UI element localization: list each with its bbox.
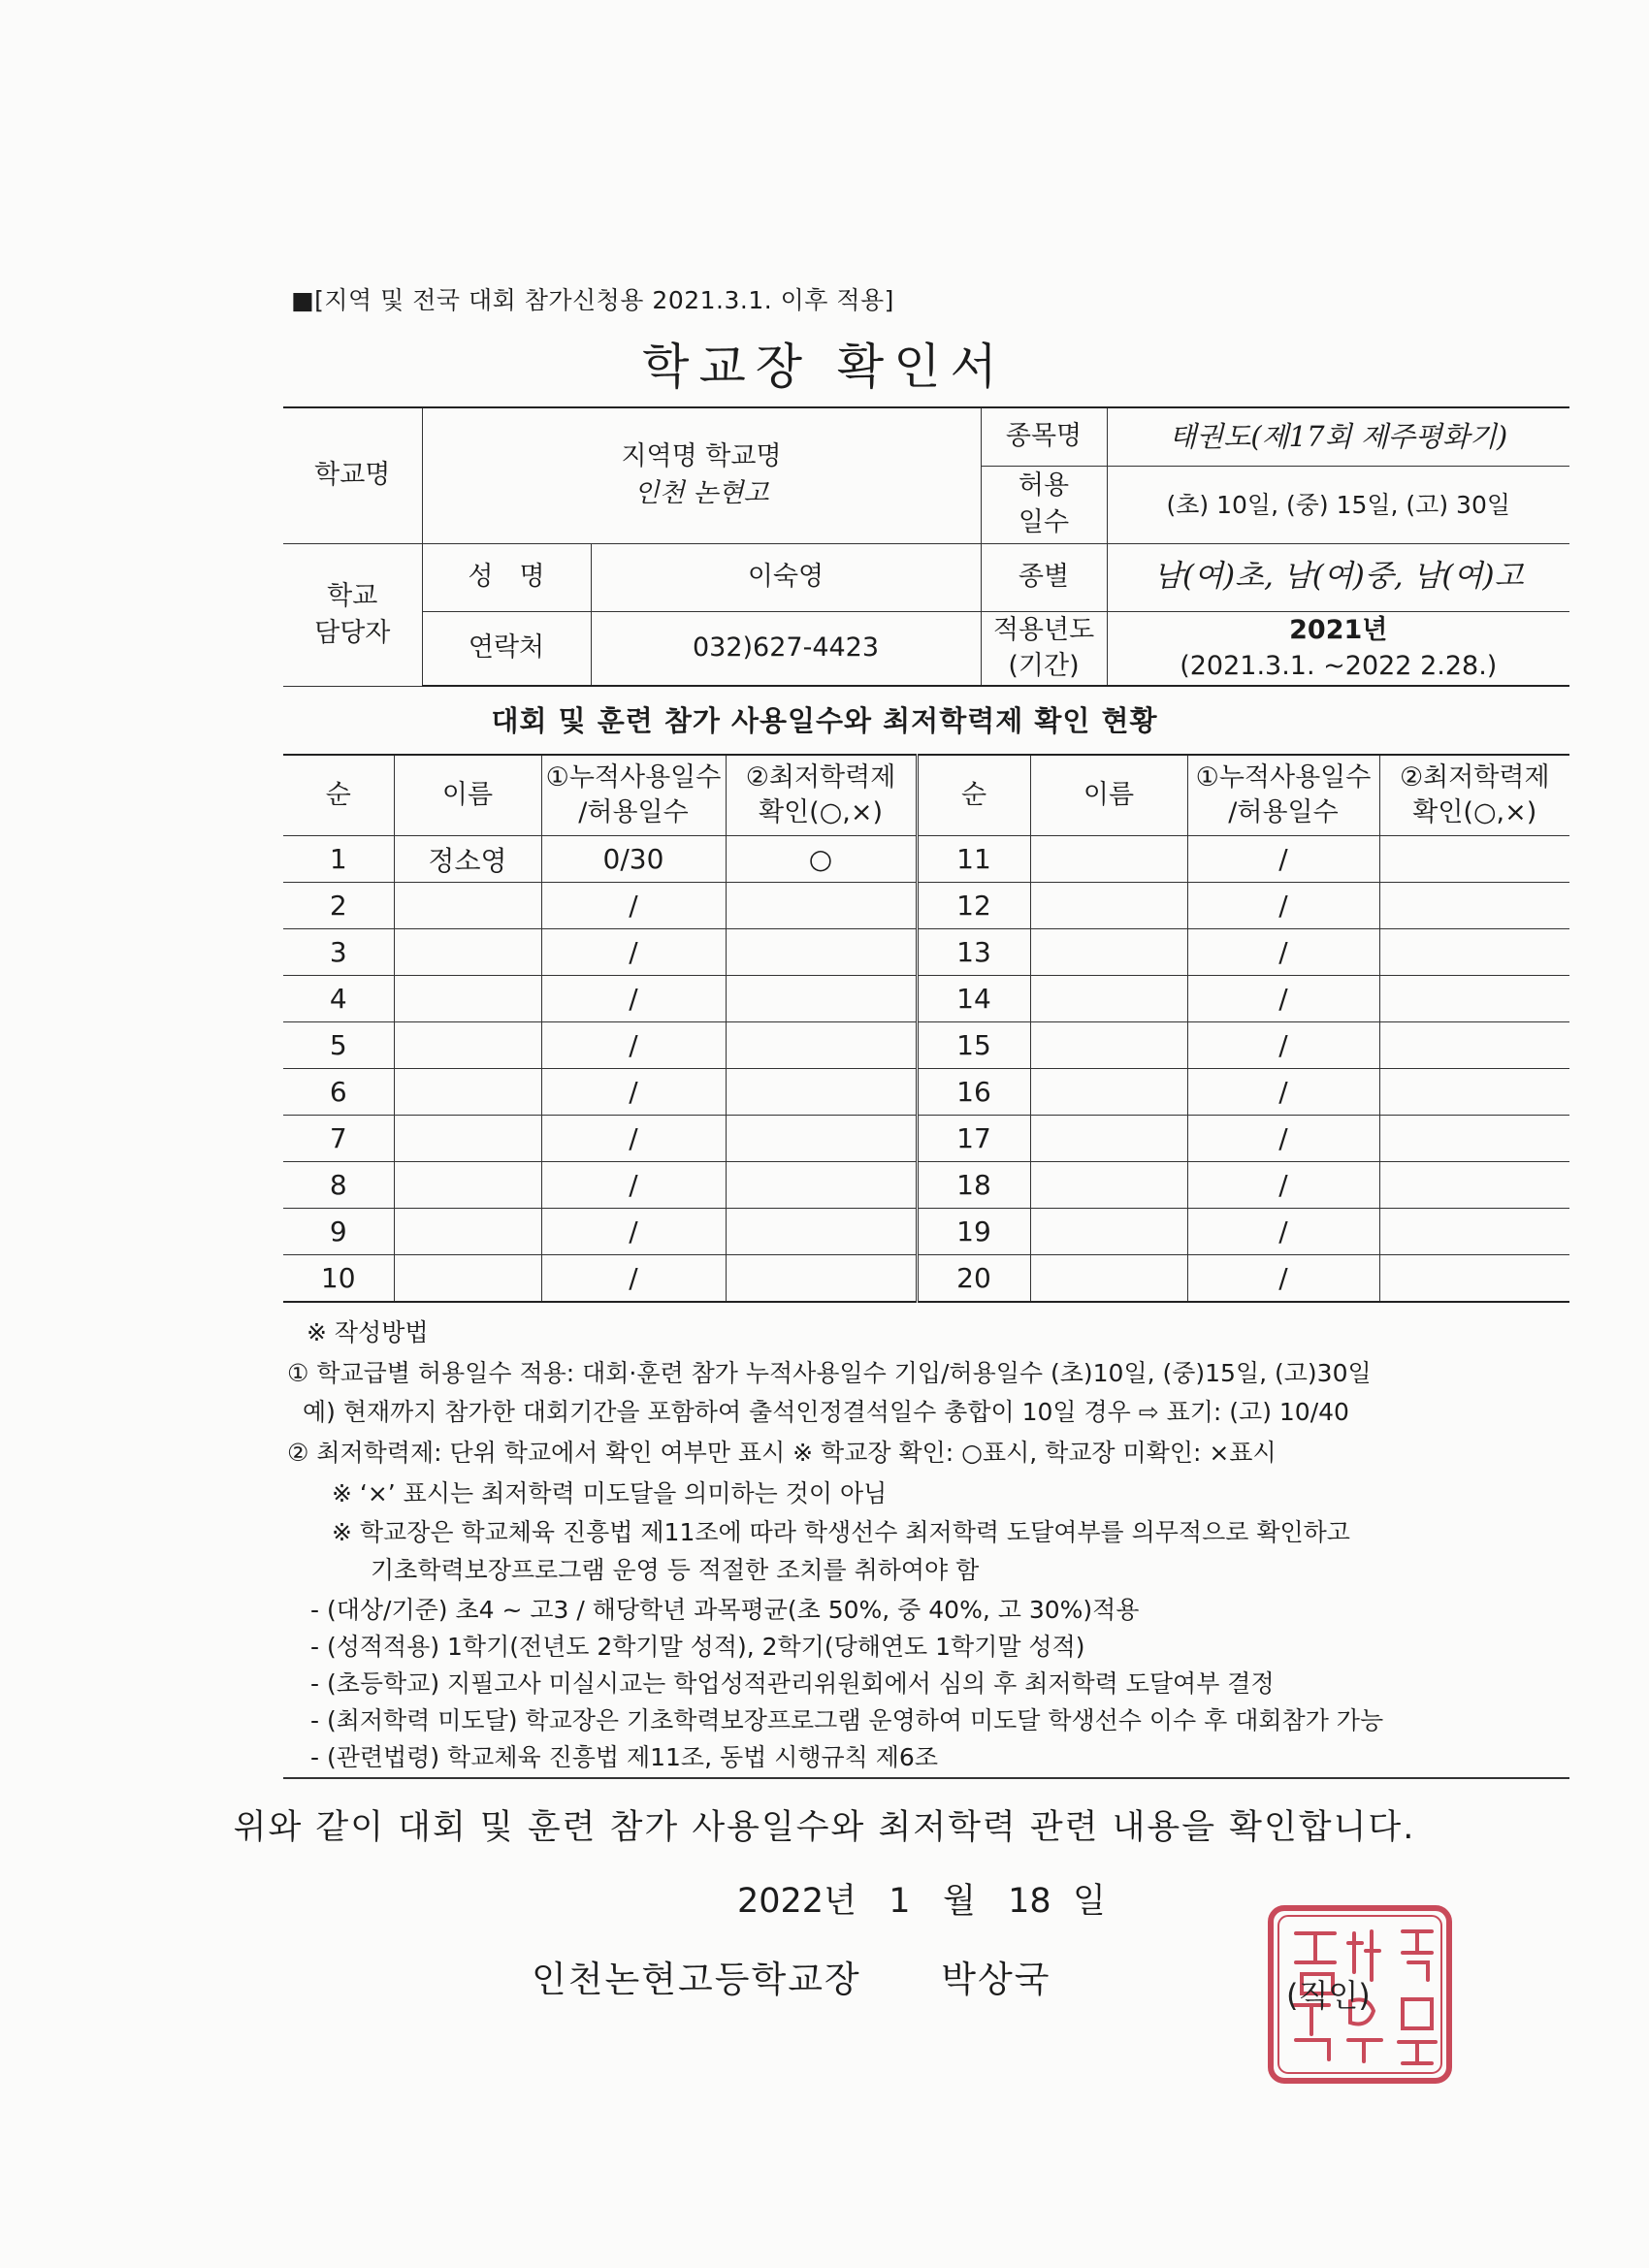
header-no-right: 순	[917, 755, 1030, 836]
row-check-right	[1379, 836, 1569, 883]
name-label: 성 명	[422, 543, 591, 611]
row-no-right: 17	[917, 1116, 1030, 1162]
allowed-days-value: (초) 10일, (중) 15일, (고) 30일	[1107, 466, 1569, 543]
school-value-cell	[422, 407, 981, 543]
school-sub-label: 지역명 학교명	[621, 441, 782, 472]
year-value-cell	[1107, 611, 1569, 686]
row-name-left	[394, 1209, 541, 1255]
row-name-right	[1030, 1255, 1187, 1303]
section-title: 대회 및 훈련 참가 사용일수와 최저학력제 확인 현황	[491, 704, 1158, 737]
method-heading: ※ 작성방법	[307, 1318, 429, 1346]
header-days-right-1: ①누적사용일수	[1195, 761, 1372, 793]
row-no-right: 11	[917, 836, 1030, 883]
divider	[283, 1777, 1569, 1779]
contact-value: 032)627-4423	[591, 611, 981, 686]
row-name-left	[394, 1162, 541, 1209]
principal-name: 박상국	[941, 1959, 1051, 2000]
confirmation-statement: 위와 같이 대회 및 훈련 참가 사용일수와 최저학력 관련 내용을 확인합니다.	[233, 1808, 1416, 1847]
row-check-right	[1379, 929, 1569, 976]
info-table	[283, 406, 1569, 687]
row-check-left	[726, 1116, 917, 1162]
row-days-right: /	[1187, 1069, 1379, 1116]
row-name-left	[394, 1069, 541, 1116]
allowed-days-label-1: 허용	[1018, 470, 1070, 502]
row-days-right: /	[1187, 1209, 1379, 1255]
row-days-left: /	[541, 1209, 726, 1255]
row-no-right: 13	[917, 929, 1030, 976]
row-name-left	[394, 1255, 541, 1303]
row-name-left	[394, 976, 541, 1022]
row-days-right: /	[1187, 976, 1379, 1022]
row-name-right	[1030, 1209, 1187, 1255]
row-days-left: /	[541, 1022, 726, 1069]
row-check-left	[726, 1255, 917, 1303]
seal-label: (직인)	[1286, 1977, 1371, 2014]
header-days-left-2: /허용일수	[578, 797, 689, 827]
row-name-right	[1030, 836, 1187, 883]
row-no-left: 6	[283, 1069, 394, 1116]
header-no-left: 순	[283, 755, 394, 836]
row-days-right: /	[1187, 929, 1379, 976]
principal-line	[532, 1950, 1051, 2002]
row-days-right: /	[1187, 836, 1379, 883]
row-days-left: 0/30	[541, 836, 726, 883]
school-label: 학교명	[314, 460, 391, 491]
date-year: 2022년	[737, 1882, 857, 1921]
date-month-unit: 월	[942, 1882, 976, 1921]
event-label: 종목명	[1005, 421, 1083, 452]
table-row	[283, 1022, 1569, 1069]
row-days-right: /	[1187, 1022, 1379, 1069]
year-label-cell	[981, 611, 1107, 686]
method-line: ② 최저학력제: 단위 학교에서 확인 여부만 표시 ※ 학교장 확인: ○표시, 학교장 미확인: ×표시	[287, 1439, 1277, 1467]
row-no-left: 8	[283, 1162, 394, 1209]
row-check-right	[1379, 1209, 1569, 1255]
row-check-left	[726, 1022, 917, 1069]
date-line	[737, 1874, 1106, 1923]
row-check-right	[1379, 883, 1569, 929]
year-label-2: (기간)	[1008, 651, 1080, 682]
method-line: ※ ‘×’ 표시는 최저학력 미도달을 의미하는 것이 아님	[332, 1479, 888, 1507]
gender-label: 종별	[981, 543, 1107, 611]
table-row	[283, 1069, 1569, 1116]
row-check-left	[726, 976, 917, 1022]
row-name-right	[1030, 976, 1187, 1022]
method-line: ※ 학교장은 학교체육 진흥법 제11조에 따라 학생선수 최저학력 도달여부를 의무적으로 확인하고	[332, 1518, 1350, 1546]
row-no-left: 10	[283, 1255, 394, 1303]
row-no-left: 7	[283, 1116, 394, 1162]
date-month: 1	[889, 1882, 911, 1921]
event-label-cell	[981, 407, 1107, 466]
row-name-right	[1030, 1116, 1187, 1162]
year-value: 2021년	[1289, 614, 1388, 645]
row-no-left: 3	[283, 929, 394, 976]
row-no-left: 5	[283, 1022, 394, 1069]
row-check-left	[726, 883, 917, 929]
header-check-right-1: ②최저학력제	[1399, 761, 1550, 793]
method-line: - (관련법령) 학교체육 진흥법 제11조, 동법 시행규칙 제6조	[310, 1743, 938, 1771]
manager-label-cell	[283, 543, 422, 686]
row-no-right: 20	[917, 1255, 1030, 1303]
header-note: ■[지역 및 전국 대회 참가신청용 2021.3.1. 이후 적용]	[291, 286, 894, 314]
header-name-right: 이름	[1030, 755, 1187, 836]
table-row	[283, 836, 1569, 883]
school-value: 인천 논현고	[633, 478, 769, 509]
row-name-left: 정소영	[394, 836, 541, 883]
method-line: - (최저학력 미도달) 학교장은 기초학력보장프로그램 운영하여 미도달 학생선수 이수 후 대회참가 가능	[310, 1706, 1384, 1734]
row-check-left	[726, 1209, 917, 1255]
row-days-left: /	[541, 929, 726, 976]
row-days-left: /	[541, 976, 726, 1022]
header-check-left-2: 확인(○,×)	[759, 797, 883, 827]
row-name-left	[394, 929, 541, 976]
row-no-left: 4	[283, 976, 394, 1022]
header-days-left	[541, 755, 726, 836]
row-check-right	[1379, 1022, 1569, 1069]
allowed-days-label-cell	[981, 466, 1107, 543]
table-row	[283, 1209, 1569, 1255]
row-no-left: 1	[283, 836, 394, 883]
method-line: 기초학력보장프로그램 운영 등 적절한 조치를 취하여야 함	[371, 1556, 980, 1584]
principal-school: 인천논현고등학교장	[532, 1959, 861, 2000]
gender-value: 남(여)초, 남(여)중, 남(여)고	[1107, 543, 1569, 611]
date-day: 18	[1008, 1882, 1051, 1921]
row-no-left: 9	[283, 1209, 394, 1255]
name-value: 이숙영	[591, 543, 981, 611]
confirmation-table	[283, 754, 1569, 1303]
row-check-right	[1379, 976, 1569, 1022]
row-days-left: /	[541, 1116, 726, 1162]
row-name-right	[1030, 929, 1187, 976]
row-days-right: /	[1187, 1162, 1379, 1209]
table-row	[283, 1162, 1569, 1209]
row-check-right	[1379, 1162, 1569, 1209]
date-day-unit: 일	[1072, 1882, 1106, 1921]
row-check-left: ○	[726, 836, 917, 883]
table-row	[283, 883, 1569, 929]
row-days-right: /	[1187, 1255, 1379, 1303]
manager-label-2: 담당자	[314, 617, 391, 648]
row-no-right: 19	[917, 1209, 1030, 1255]
header-check-right-2: 확인(○,×)	[1412, 797, 1537, 827]
header-days-right-2: /허용일수	[1228, 797, 1339, 827]
document-title: 학교장 확인서	[642, 339, 1007, 395]
row-check-left	[726, 929, 917, 976]
row-no-right: 16	[917, 1069, 1030, 1116]
header-name-left: 이름	[394, 755, 541, 836]
row-check-left	[726, 1069, 917, 1116]
row-days-right: /	[1187, 883, 1379, 929]
header-check-right	[1379, 755, 1569, 836]
row-no-right: 12	[917, 883, 1030, 929]
method-line: ① 학교급별 허용일수 적용: 대회·훈련 참가 누적사용일수 기입/허용일수 (초)10일, (중)15일, (고)30일	[287, 1359, 1372, 1387]
header-days-left-1: ①누적사용일수	[545, 761, 722, 793]
period-value: (2021.3.1. ~2022 2.28.)	[1180, 651, 1498, 682]
row-name-left	[394, 1116, 541, 1162]
row-days-left: /	[541, 1069, 726, 1116]
row-days-left: /	[541, 1255, 726, 1303]
year-label-1: 적용년도	[992, 614, 1095, 645]
row-name-right	[1030, 1022, 1187, 1069]
row-name-right	[1030, 1069, 1187, 1116]
row-days-left: /	[541, 1162, 726, 1209]
school-label-cell	[283, 407, 422, 543]
table-row	[283, 1116, 1569, 1162]
header-check-left-1: ②최저학력제	[745, 761, 896, 793]
row-name-right	[1030, 883, 1187, 929]
row-name-left	[394, 883, 541, 929]
method-line: 예) 현재까지 참가한 대회기간을 포함하여 출석인정결석일수 총합이 10일 경우 ⇨ 표기: (고) 10/40	[303, 1398, 1349, 1426]
row-check-right	[1379, 1255, 1569, 1303]
row-check-right	[1379, 1116, 1569, 1162]
contact-label: 연락처	[422, 611, 591, 686]
row-days-left: /	[541, 883, 726, 929]
row-name-left	[394, 1022, 541, 1069]
method-line: - (성적적용) 1학기(전년도 2학기말 성적), 2학기(당해연도 1학기말 성적)	[310, 1633, 1085, 1661]
table-row	[283, 929, 1569, 976]
event-value: 태권도(제17회 제주평화기)	[1107, 407, 1569, 466]
row-name-right	[1030, 1162, 1187, 1209]
header-days-right	[1187, 755, 1379, 836]
allowed-days-label-2: 일수	[1018, 507, 1070, 537]
method-line: - (초등학교) 지필고사 미실시교는 학업성적관리위원회에서 심의 후 최저학력 도달여부 결정	[310, 1669, 1275, 1698]
row-no-right: 15	[917, 1022, 1030, 1069]
row-check-left	[726, 1162, 917, 1209]
manager-label-1: 학교	[327, 580, 378, 611]
table-row	[283, 1255, 1569, 1303]
row-days-right: /	[1187, 1116, 1379, 1162]
row-no-left: 2	[283, 883, 394, 929]
row-no-right: 18	[917, 1162, 1030, 1209]
header-check-left	[726, 755, 917, 836]
method-line: - (대상/기준) 초4 ~ 고3 / 해당학년 과목평균(초 50%, 중 40%, 고 30%)적용	[310, 1596, 1140, 1624]
row-check-right	[1379, 1069, 1569, 1116]
row-no-right: 14	[917, 976, 1030, 1022]
table-row	[283, 976, 1569, 1022]
